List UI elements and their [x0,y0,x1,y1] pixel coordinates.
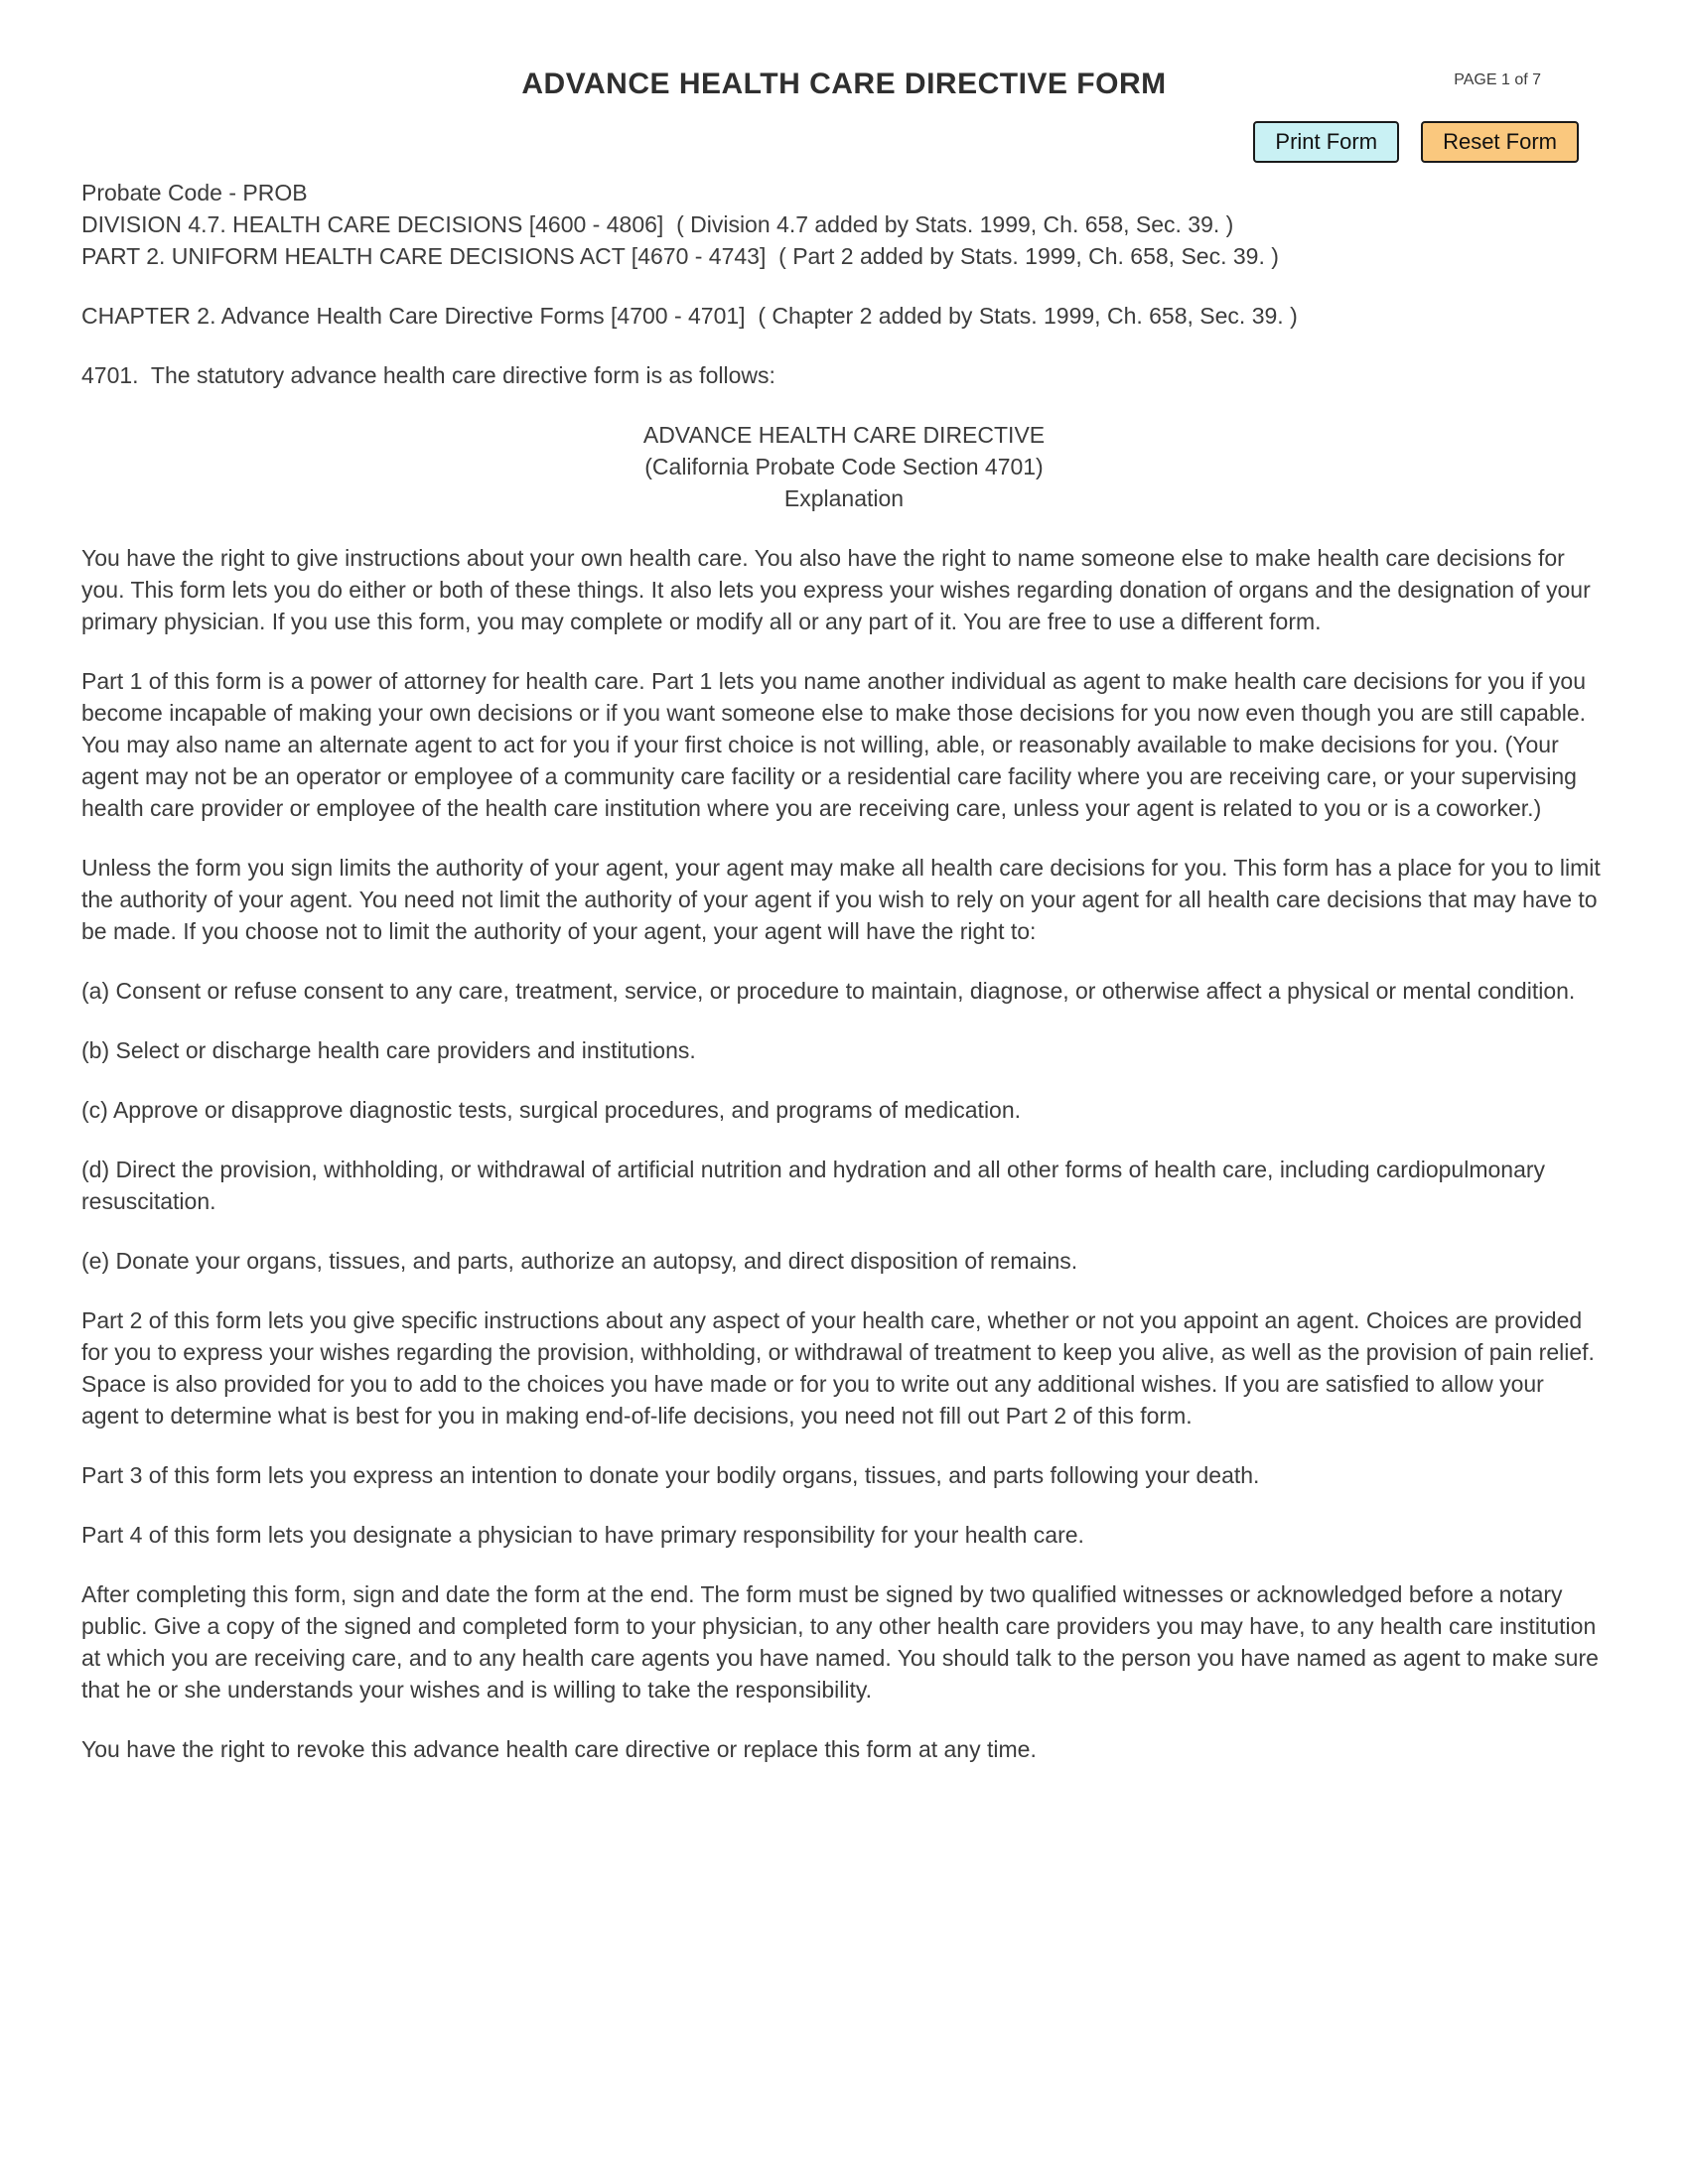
part1-paragraph: Part 1 of this form is a power of attorney for health care. Part 1 lets you name another individual as agent to make health care decisions for you if you become incapable of making your own decisions or if you want someone else to make those decisions for you now even though you are still capable. You may also name an alternate agent to act for you if your first choice is not willing, able, or reasonably available to make decisions for you. (Your agent may not be an operator or employee of a community care facility or a residential care facility where you are receiving care, or your supervising health care provider or employee of the health care institution where you are receiving care, unless your agent is related to you or is a coworker.) [81,668,1593,821]
part4-paragraph: Part 4 of this form lets you designate a physician to have primary responsibility for your health care. [81,1522,1084,1548]
explanation-paragraph: You have the right to give instructions about your own health care. You also have the right to name someone else to make health care decisions for you. This form lets you do either or both of these things. It also lets you express your wishes regarding donation of organs and the designation of your primary physician. If you use this form, you may complete or modify all or any part of it. You are free to use a different form. [81,545,1598,634]
right-item-e: (e) Donate your organs, tissues, and parts, authorize an autopsy, and direct disposition of remains. [81,1248,1078,1274]
form-action-buttons [1253,121,1579,163]
page-title: ADVANCE HEALTH CARE DIRECTIVE FORM [521,68,1167,100]
part-line: PART 2. UNIFORM HEALTH CARE DECISIONS ACT [4670 - 4743] ( Part 2 added by Stats. 1999, Ch. 658, Sec. 39. ) [81,243,1279,269]
part2-paragraph: Part 2 of this form lets you give specific instructions about any aspect of your health care, whether or not you appoint an agent. Choices are provided for you to express your wishes regarding the provision, withholding, or withdrawal of treatment to keep you alive, as well as the provision of pain relief. Space is also provided for you to add to the choices you have made or for you to write out any additional wishes. If you are satisfied to allow your agent to determine what is best for you in making end-of-life decisions, you need not fill out Part 2 of this form. [81,1307,1602,1429]
part3-paragraph: Part 3 of this form lets you express an intention to donate your bodily organs, tissues, and parts following your death. [81,1462,1260,1488]
print-form-button[interactable]: Print Form [1253,121,1399,163]
document-body [0,177,1688,1765]
right-item-b: (b) Select or discharge health care providers and institutions. [81,1037,696,1063]
statute-line: 4701. The statutory advance health care directive form is as follows: [81,362,775,388]
right-item-d: (d) Direct the provision, withholding, or withdrawal of artificial nutrition and hydration and all other forms of health care, including cardiopulmonary resuscitation. [81,1157,1552,1214]
probate-code-block [81,177,1607,272]
agent-authority-paragraph: Unless the form you sign limits the authority of your agent, your agent may make all health care decisions for you. This form has a place for you to limit the authority of your agent. You need not limit the authority of your agent if you wish to rely on your agent for all health care decisions that may have to be made. If you choose not to limit the authority of your agent, your agent will have the right to: [81,855,1608,944]
chapter-line: CHAPTER 2. Advance Health Care Directive Forms [4700 - 4701] ( Chapter 2 added by Stats. 1999, Ch. 658, Sec. 39. ) [81,303,1298,329]
directive-heading-block [81,419,1607,514]
directive-code-section: (California Probate Code Section 4701) [644,454,1044,479]
page-number-label: PAGE 1 of 7 [1454,71,1541,88]
right-item-a: (a) Consent or refuse consent to any care, treatment, service, or procedure to maintain, diagnose, or otherwise affect a physical or mental condition. [81,978,1576,1004]
directive-title: ADVANCE HEALTH CARE DIRECTIVE [642,422,1046,448]
reset-form-button[interactable]: Reset Form [1421,121,1579,163]
chapter-block [81,300,1607,332]
directive-explanation-label: Explanation [783,485,905,511]
page-header [0,0,1688,177]
probate-code-line: Probate Code - PROB [81,180,308,205]
division-line: DIVISION 4.7. HEALTH CARE DECISIONS [4600 - 4806] ( Division 4.7 added by Stats. 1999, Ch. 658, Sec. 39. ) [81,211,1234,237]
revoke-paragraph: You have the right to revoke this advance health care directive or replace this form at any time. [81,1736,1037,1762]
right-item-c: (c) Approve or disapprove diagnostic tests, surgical procedures, and programs of medication. [81,1097,1022,1123]
completion-instructions-paragraph: After completing this form, sign and date the form at the end. The form must be signed by two qualified witnesses or acknowledged before a notary public. Give a copy of the signed and completed form to your physician, to any other health care providers you may have, to any health care institution at which you are receiving care, and to any health care agents you have named. You should talk to the person you have named as agent to make sure that he or she understands your wishes and is willing to take the responsibility. [81,1581,1606,1703]
statute-block [81,359,1607,391]
